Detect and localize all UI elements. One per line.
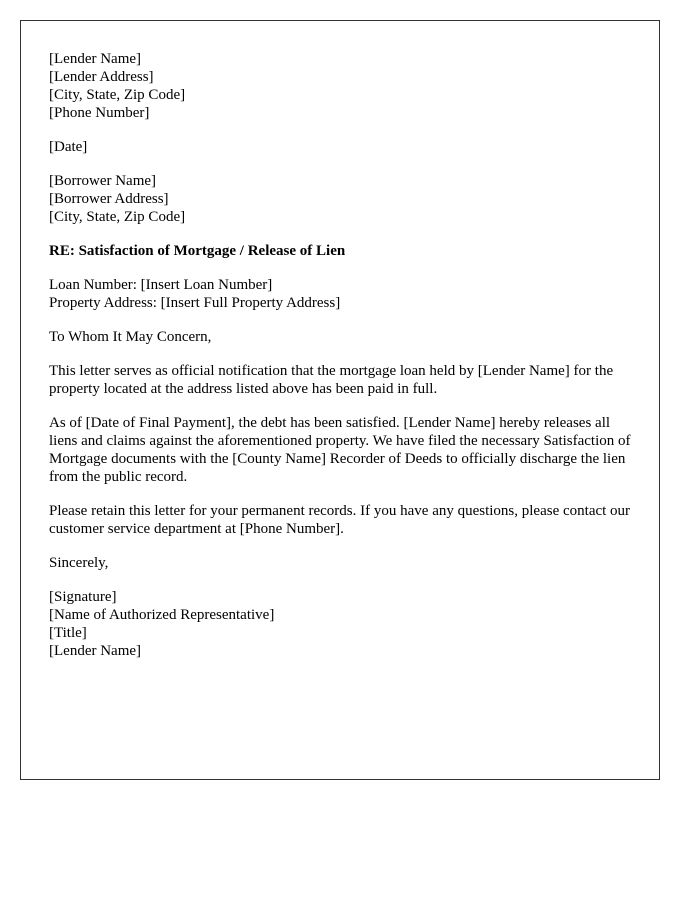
borrower-address-block	[49, 172, 631, 226]
signature-placeholder: [Signature]	[49, 589, 117, 605]
salutation: To Whom It May Concern,	[49, 329, 212, 345]
body-paragraph-1: This letter serves as official notification that the mortgage loan held by [Lender Name] for the property located at the address listed above has been paid in full.	[49, 363, 614, 397]
date-block	[49, 138, 631, 156]
representative-title: [Title]	[49, 625, 87, 641]
lender-address: [Lender Address]	[49, 69, 154, 85]
lender-address-block	[49, 50, 631, 122]
closing: Sincerely,	[49, 555, 109, 571]
letter-page	[20, 20, 660, 780]
letter-date: [Date]	[49, 139, 88, 155]
loan-number: Loan Number: [Insert Loan Number]	[49, 277, 273, 293]
signature-block	[49, 588, 631, 660]
representative-name: [Name of Authorized Representative]	[49, 607, 275, 623]
subject-line: RE: Satisfaction of Mortgage / Release of Lien	[49, 243, 346, 259]
borrower-city-state-zip: [City, State, Zip Code]	[49, 209, 186, 225]
lender-city-state-zip: [City, State, Zip Code]	[49, 87, 186, 103]
subject-block	[49, 242, 631, 260]
property-address: Property Address: [Insert Full Property Address]	[49, 295, 341, 311]
lender-phone: [Phone Number]	[49, 105, 150, 121]
lender-name: [Lender Name]	[49, 51, 142, 67]
body-paragraph-3: Please retain this letter for your permanent records. If you have any questions, please contact our customer service department at [Phone Number].	[49, 503, 631, 537]
signature-lender-name: [Lender Name]	[49, 643, 142, 659]
body-paragraph-2: As of [Date of Final Payment], the debt has been satisfied. [Lender Name] hereby releases all liens and claims against the aforementioned property. We have filed the necessary Satisfaction of Mortgage documents with the [County Name] Recorder of Deeds to officially discharge the lien from the public record.	[49, 415, 631, 485]
loan-details-block	[49, 276, 631, 312]
borrower-address: [Borrower Address]	[49, 191, 169, 207]
borrower-name: [Borrower Name]	[49, 173, 157, 189]
